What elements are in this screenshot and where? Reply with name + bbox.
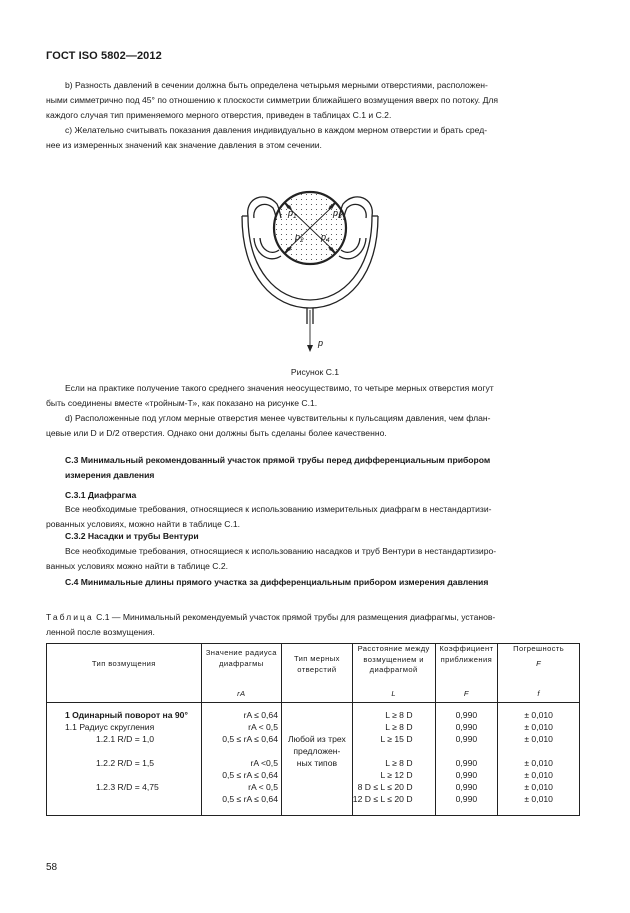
- paragraph-c: c) Желательно считывать показания давления индивидуально в каждом мерном отверстии и брать сред- нее из измеренных значений как значение давления в этом сечении.: [46, 125, 488, 150]
- label-p1: p: [288, 208, 294, 218]
- table-cell: 1.1 Радиус скругления: [65, 722, 155, 732]
- table-cell: 8 D ≤ L ≤ 20 D: [357, 782, 413, 792]
- paragraph-after-figure: Если на практике получение такого среднего значения неосуществимо, то четыре мерных отверстия могут быть соединены вместе «тройным-Т», как показано на рисунке С.1.: [46, 383, 494, 408]
- header-orifice-radius: Значение радиуса диафрагмы rA: [201, 644, 281, 703]
- table-cell: ± 0,010: [524, 770, 553, 780]
- section-heading-c3: С.3 Минимальный рекомендованный участок прямой трубы перед дифференциальным прибором измерения давления: [65, 455, 491, 480]
- document-header: ГОСТ ISO 5802—2012: [46, 50, 162, 62]
- table-cell: Любой из трех: [288, 734, 346, 744]
- svg-text:p3: $p_3$: [333, 208, 342, 220]
- header-tap-type: Тип мерных отверстий: [281, 644, 352, 703]
- header-disturbance-type: Тип возмущения: [47, 644, 202, 703]
- table-cell: rA < 0,5: [248, 782, 278, 792]
- table-cell: 12 D ≤ L ≤ 20 D: [352, 794, 413, 804]
- section-heading-c4: С.4 Минимальные длины прямого участка за дифференциальным прибором измерения давления: [65, 577, 489, 587]
- table-cell: L ≥ 8 D: [385, 710, 413, 720]
- paragraph-c31: Все необходимые требования, относящиеся к использованию измерительных диафрагм в нестандартизи- рованных условиях, можно найти в таблице С.1.: [46, 504, 492, 529]
- table-cell: 1.2.3 R/D = 4,75: [96, 782, 159, 792]
- table-cell: ± 0,010: [524, 722, 553, 732]
- table-cell: 1 Одинарный поворот на 90°: [65, 710, 188, 720]
- paragraph-d: d) Расположенные под углом мерные отверстия менее чувствительны к пульсациям давления, чем флан- цевые или D и D/2 отверстия. Однако они должны быть сделаны более качественно.: [46, 413, 491, 438]
- paragraph-c32: Все необходимые требования, относящиеся к использованию насадков и труб Вентури в нестандартизиро- ванных условиях можно найти в таблице С.2.: [46, 546, 497, 571]
- figure-c1-diagram: [225, 168, 395, 368]
- table-cell: L ≥ 12 D: [380, 770, 413, 780]
- table-cell: 1.2.1 R/D = 1,0: [96, 734, 155, 744]
- table-cell: ± 0,010: [524, 794, 553, 804]
- label-p3: p: [333, 208, 339, 218]
- table-cell: 0,5 ≤ rA ≤ 0,64: [222, 770, 278, 780]
- page-number: 58: [46, 862, 58, 873]
- svg-text:p1: $p_1$: [288, 208, 297, 220]
- table-c1: [46, 643, 580, 816]
- svg-text:p2: $p_2$: [295, 232, 304, 244]
- table-cell: rA < 0,5: [248, 722, 278, 732]
- table-cell: 0,990: [455, 758, 478, 768]
- header-uncertainty: Погрешность F f: [498, 644, 580, 703]
- label-p-out: p: [318, 338, 324, 348]
- table-cell: 0,990: [455, 794, 478, 804]
- table-row: [47, 703, 580, 816]
- svg-text:p4: $p_4$: [321, 232, 330, 244]
- table-cell: предложен-: [293, 746, 341, 756]
- table-cell: L ≥ 8 D: [385, 722, 413, 732]
- table-cell: ± 0,010: [524, 710, 553, 720]
- table-cell: 0,5 ≤ rA ≤ 0,64: [222, 734, 278, 744]
- table-cell: 0,5 ≤ rA ≤ 0,64: [222, 794, 278, 804]
- section-heading-c31: С.3.1 Диафрагма: [65, 490, 137, 500]
- header-approx-coefficient: Коэффициент приближения F: [435, 644, 498, 703]
- table-cell: rA <0,5: [250, 758, 278, 768]
- table-cell: 0,990: [455, 782, 478, 792]
- table-cell: L ≥ 15 D: [380, 734, 413, 744]
- header-distance: Расстояние между возмущением и диафрагмой L: [352, 644, 435, 703]
- table-cell: ± 0,010: [524, 758, 553, 768]
- table-cell: 0,990: [455, 734, 478, 744]
- table-caption: Таблица С.1 — Минимальный рекомендуемый участок прямой трубы для размещения диафрагмы, установ- ленной после возмущения.: [46, 612, 496, 637]
- paragraph-b: b) Разность давлений в сечении должна быть определена четырьмя мерными отверстиями, расположен- ными симметрично под 45° по отношению к плоскости симметрии ближайшего возмущения вверх по потоку. Для каждого случая тип применяемого мерного отверстия, приведен в таблицах С.1 и С.2.: [46, 80, 499, 120]
- table-cell: L ≥ 8 D: [385, 758, 413, 768]
- table-cell: ± 0,010: [524, 782, 553, 792]
- table-cell: 0,990: [455, 722, 478, 732]
- table-cell: rA ≤ 0,64: [243, 710, 278, 720]
- section-heading-c32: С.3.2 Насадки и трубы Вентури: [65, 531, 199, 541]
- table-cell: ± 0,010: [524, 734, 553, 744]
- label-p4: p: [321, 232, 327, 242]
- label-p2: p: [295, 232, 301, 242]
- figure-caption: Рисунок С.1: [290, 367, 340, 377]
- table-cell: 1.2.2 R/D = 1,5: [96, 758, 155, 768]
- table-cell: 0,990: [455, 710, 478, 720]
- table-cell: ных типов: [296, 758, 338, 768]
- table-cell: 0,990: [455, 770, 478, 780]
